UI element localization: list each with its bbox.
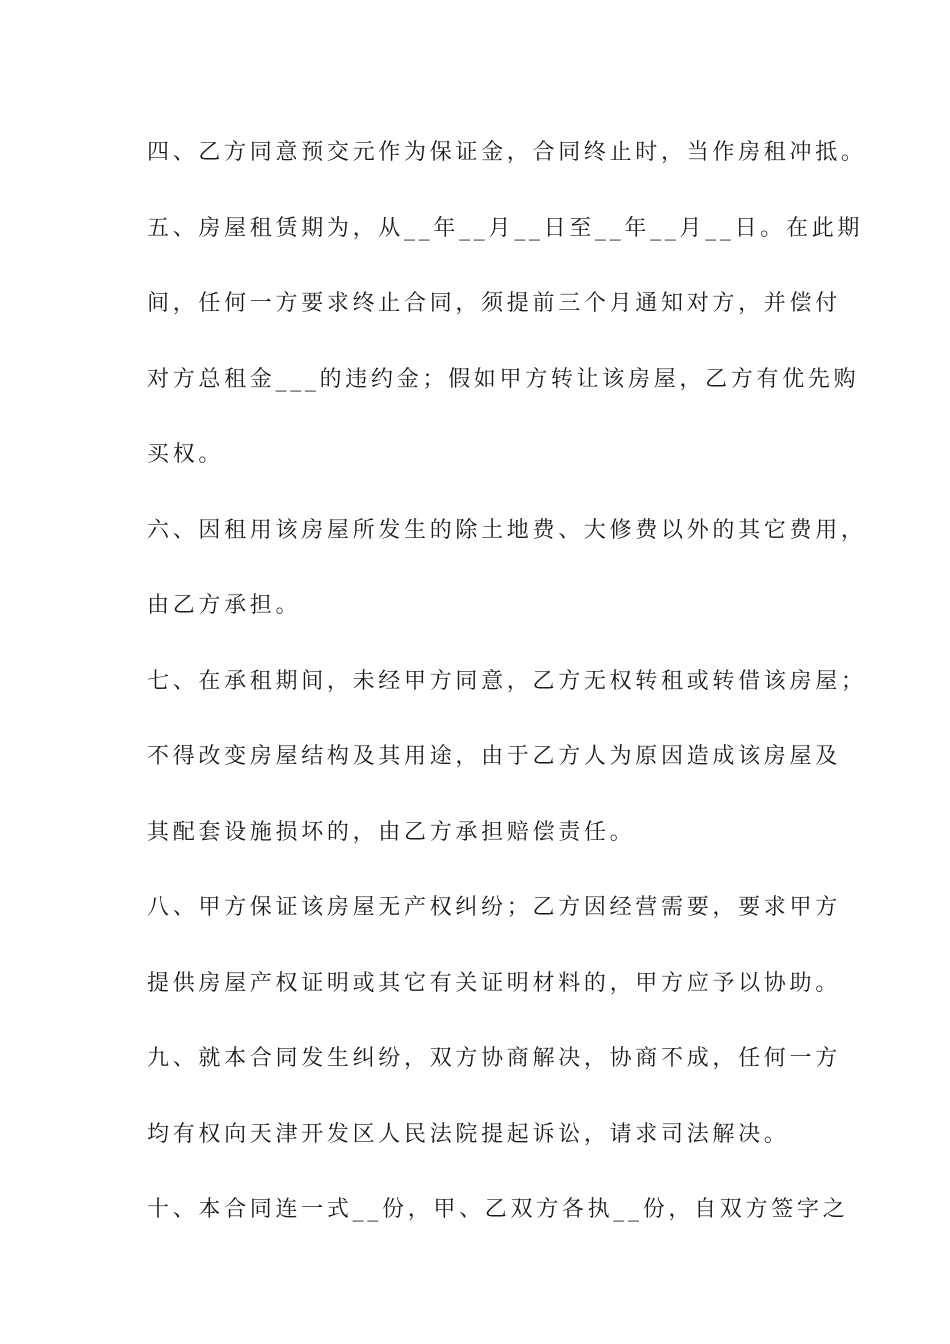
clause-7-line-1: 七、在承租期间，未经甲方同意，乙方无权转租或转借该房屋； xyxy=(147,668,867,694)
clause-6-line-2: 由乙方承担。 xyxy=(147,593,302,618)
clause-5-line-3: 对方总租金___的违约金；假如甲方转让该房屋，乙方有优先购 xyxy=(147,366,860,392)
clause-5-line-4: 买权。 xyxy=(147,442,225,467)
clause-4-line-1: 四、乙方同意预交元作为保证金，合同终止时，当作房租冲抵。 xyxy=(147,140,867,165)
clause-7-line-2: 不得改变房屋结构及其用途，由于乙方人为原因造成该房屋及 xyxy=(147,744,841,769)
clause-5-line-2: 间，任何一方要求终止合同，须提前三个月通知对方，并偿付 xyxy=(147,291,841,316)
clause-10-line-1: 十、本合同连一式__份，甲、乙双方各执__份，自双方签字之 xyxy=(147,1197,849,1222)
clause-8-line-2: 提供房屋产权证明或其它有关证明材料的，甲方应予以协助。 xyxy=(147,970,841,996)
clause-6-line-1: 六、因租用该房屋所发生的除土地费、大修费以外的其它费用， xyxy=(147,517,867,543)
clause-9-line-2: 均有权向天津开发区人民法院提起诉讼，请求司法解决。 xyxy=(147,1121,790,1147)
clause-5-line-1: 五、房屋租赁期为，从__年__月__日至__年__月__日。在此期 xyxy=(147,215,864,241)
clause-8-line-1: 八、甲方保证该房屋无产权纠纷；乙方因经营需要，要求甲方 xyxy=(147,895,841,920)
clause-7-line-3: 其配套设施损坏的，由乙方承担赔偿责任。 xyxy=(147,819,636,845)
contract-text xyxy=(147,133,867,1266)
clause-9-line-1: 九、就本合同发生纠纷，双方协商解决，协商不成，任何一方 xyxy=(147,1046,841,1071)
